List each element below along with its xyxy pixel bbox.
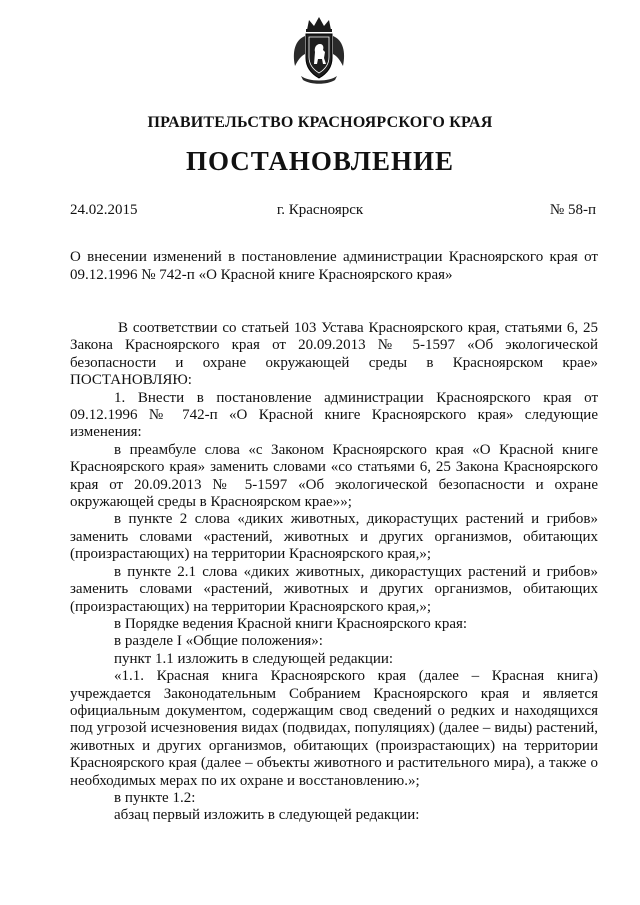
paragraph: 1. Внести в постановление администрации Красноярского края от 09.12.1996 № 742-п «О Красной книге Красноярского края» следующие изменения:	[70, 389, 598, 441]
paragraph: в разделе I «Общие положения»:	[114, 633, 323, 650]
paragraph: пункт 1.1 изложить в следующей редакции:	[114, 650, 394, 667]
government-name: ПРАВИТЕЛЬСТВО КРАСНОЯРСКОГО КРАЯ	[147, 114, 493, 131]
document-type-title: ПОСТАНОВЛЕНИЕ	[185, 146, 455, 176]
paragraph: «1.1. Красная книга Красноярского края (далее – Красная книга) учреждается Законодательным Собранием Красноярского края и является официальным документом, содержащим свод сведений о редких и находящихся под угрозой исчезновения видах (подвидах, популяциях) (далее – виды) растений, животных и других организмов, обитающих (произрастающих) на территории Красноярского края (далее – объекты животного и растительного мира), а также о необходимых мерах по их охране и восстановлению.»;	[70, 668, 598, 789]
paragraph: в пункте 2 слова «диких животных, дикорастущих растений и грибов» заменить словами «растений, животных и других организмов, обитающих (произрастающих) на территории Красноярского края,»;	[70, 511, 598, 563]
coat-of-arms-icon	[289, 14, 349, 86]
paragraph: в преамбуле слова «с Законом Красноярского края «О Красной книге Красноярского края» заменить словами «со статьями 6, 25 Закона Красноярского края от 20.09.2013 № 5-1597 «Об экологической безопасности и охране окружающей среды в Красноярском крае»»;	[70, 441, 598, 511]
paragraph: в пункте 1.2:	[114, 789, 196, 806]
document-date: 24.02.2015	[70, 202, 138, 218]
document-subject: О внесении изменений в постановление администрации Красноярского края от 09.12.1996 № 742-п «О Красной книге Красноярского края»	[70, 249, 598, 283]
paragraph: в Порядке ведения Красной книги Красноярского края:	[114, 615, 468, 632]
document-body	[70, 320, 598, 825]
paragraph: В соответствии со статьей 103 Устава Красноярского края, статьями 6, 25 Закона Красноярского края от 20.09.2013 № 5-1597 «Об экологической безопасности и охране окружающей среды в Красноярском крае» ПОСТАНОВЛЯЮ:	[70, 320, 598, 389]
document-number: № 58-п	[549, 202, 596, 218]
document-city: г. Красноярск	[276, 202, 364, 218]
paragraph: абзац первый изложить в следующей редакции:	[114, 807, 420, 824]
paragraph: в пункте 2.1 слова «диких животных, дикорастущих растений и грибов» заменить словами «растений, животных и других организмов, обитающих (произрастающих) на территории Красноярского края,»;	[70, 563, 598, 615]
